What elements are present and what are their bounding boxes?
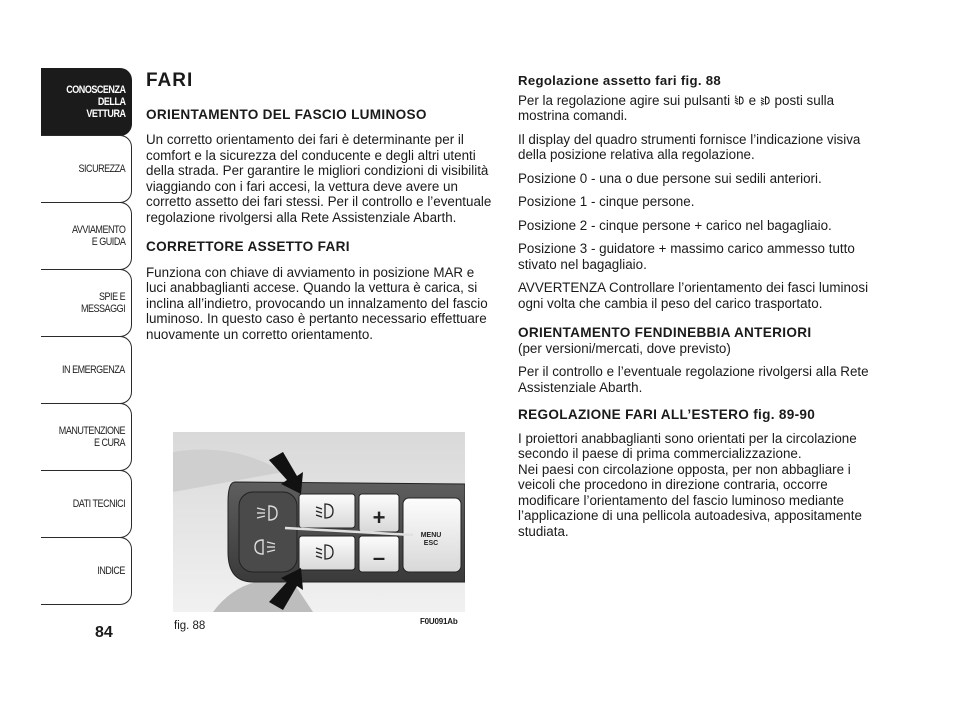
fendinebbia-note: (per versioni/mercati, dove previsto) — [518, 340, 731, 356]
warning-paragraph: AVVERTENZA Controllare l’orientamento dei fasci luminosi ogni volta che cambia il peso del carico trasportato. — [518, 280, 869, 311]
tab-dati-tecnici[interactable] — [41, 470, 132, 538]
sidebar-tabs — [41, 68, 132, 605]
figure-88 — [173, 432, 465, 612]
pulsanti-text-a: Per la regolazione agire sui pulsanti — [518, 92, 731, 108]
page-number: 84 — [95, 624, 113, 641]
plus-label: + — [372, 505, 386, 530]
tab-label: MANUTENZIONE E CURA — [58, 425, 126, 449]
paragraph-estero-2: Nei paesi con circolazione opposta, per non abbagliare i veicoli che procedono in direzione contraria, occorre modificare l’orientamento del fascio luminoso mediante l’applicazione di una pellicola autoadesiva, appositamente studiata. — [518, 461, 862, 539]
figure-code: F0U091Ab — [420, 617, 458, 626]
tab-label: AVVIAMENTO E GUIDA — [71, 224, 126, 248]
tab-conoscenza-della-vettura[interactable] — [41, 68, 132, 136]
heading-regolazione: Regolazione assetto fari fig. 88 — [518, 73, 722, 88]
heading-correttore: CORRETTORE ASSETTO FARI — [146, 239, 350, 254]
tab-label: CONOSCENZA DELLA VETTURA — [66, 84, 126, 120]
paragraph-pulsanti — [518, 93, 870, 124]
esc-label: ESC — [423, 540, 439, 547]
tab-in-emergenza[interactable] — [41, 336, 132, 404]
tab-avviamento-e-guida[interactable] — [41, 202, 132, 270]
paragraph-correttore: Funziona con chiave di avviamento in posizione MAR e luci anabbaglianti accese. Quando la vettura è carica, si inclina all’indietro, provocando un innalzamento del fascio luminoso. In questo caso è pertanto necessario effettuare nuovamente un corretto orientamento. — [146, 264, 488, 342]
headlight-up-icon — [760, 95, 771, 106]
position-0: Posizione 0 - una o due persone sui sedili anteriori. — [518, 170, 822, 186]
right-column — [518, 73, 870, 547]
tab-sicurezza[interactable] — [41, 135, 132, 203]
heading-orientamento: ORIENTAMENTO DEL FASCIO LUMINOSO — [146, 106, 427, 122]
section-title: FARI — [146, 70, 194, 91]
tab-spie-e-messaggi[interactable] — [41, 269, 132, 337]
position-2: Posizione 2 - cinque persone + carico nel bagagliaio. — [518, 217, 832, 233]
tab-label: IN EMERGENZA — [62, 364, 126, 376]
paragraph-estero-1: I proiettori anabbaglianti sono orientati per la circolazione secondo il paese di prima commercializzazione. — [518, 430, 857, 461]
heading-fendinebbia: ORIENTAMENTO FENDINEBBIA ANTERIORI — [518, 325, 812, 340]
position-1: Posizione 1 - cinque persone. — [518, 194, 695, 209]
tab-label: SPIE E MESSAGGI — [81, 291, 126, 315]
figure-caption: fig. 88 — [174, 620, 206, 632]
heading-estero: REGOLAZIONE FARI ALL’ESTERO fig. 89-90 — [518, 407, 816, 422]
tab-indice[interactable] — [41, 537, 132, 605]
tab-label: SICUREZZA — [78, 163, 126, 175]
tab-manutenzione-e-cura[interactable] — [41, 403, 132, 471]
tab-label: DATI TECNICI — [72, 498, 126, 510]
tab-label: INDICE — [97, 565, 126, 577]
dashboard-control-illustration — [173, 432, 465, 612]
menu-label: MENU — [420, 532, 442, 539]
paragraph-fendinebbia: Per il controllo e l’eventuale regolazione rivolgersi alla Rete Assistenziale Abarth. — [518, 364, 869, 395]
headlight-down-icon — [734, 95, 745, 106]
pulsanti-text-e: e — [748, 92, 757, 108]
position-3: Posizione 3 - guidatore + massimo carico ammesso tutto stivato nel bagagliaio. — [518, 241, 855, 272]
left-column — [146, 70, 496, 350]
pulsanti-text-b: posti sulla mostrina comandi. — [518, 92, 835, 123]
paragraph-display: Il display del quadro strumenti fornisce l’indicazione visiva della posizione relativa alla regolazione. — [518, 131, 861, 162]
minus-label: – — [372, 545, 386, 570]
paragraph-orientamento: Un corretto orientamento dei fari è determinante per il comfort e la sicurezza del conducente e degli altri utenti della strada. Per garantire le migliori condizioni di visibilità viaggiando con i fari accesi, la vettura deve avere un corretto assetto dei fari stessi. Per il controllo e l’eventuale regolazione rivolgersi alla Rete Assistenziale Abarth. — [146, 132, 492, 225]
